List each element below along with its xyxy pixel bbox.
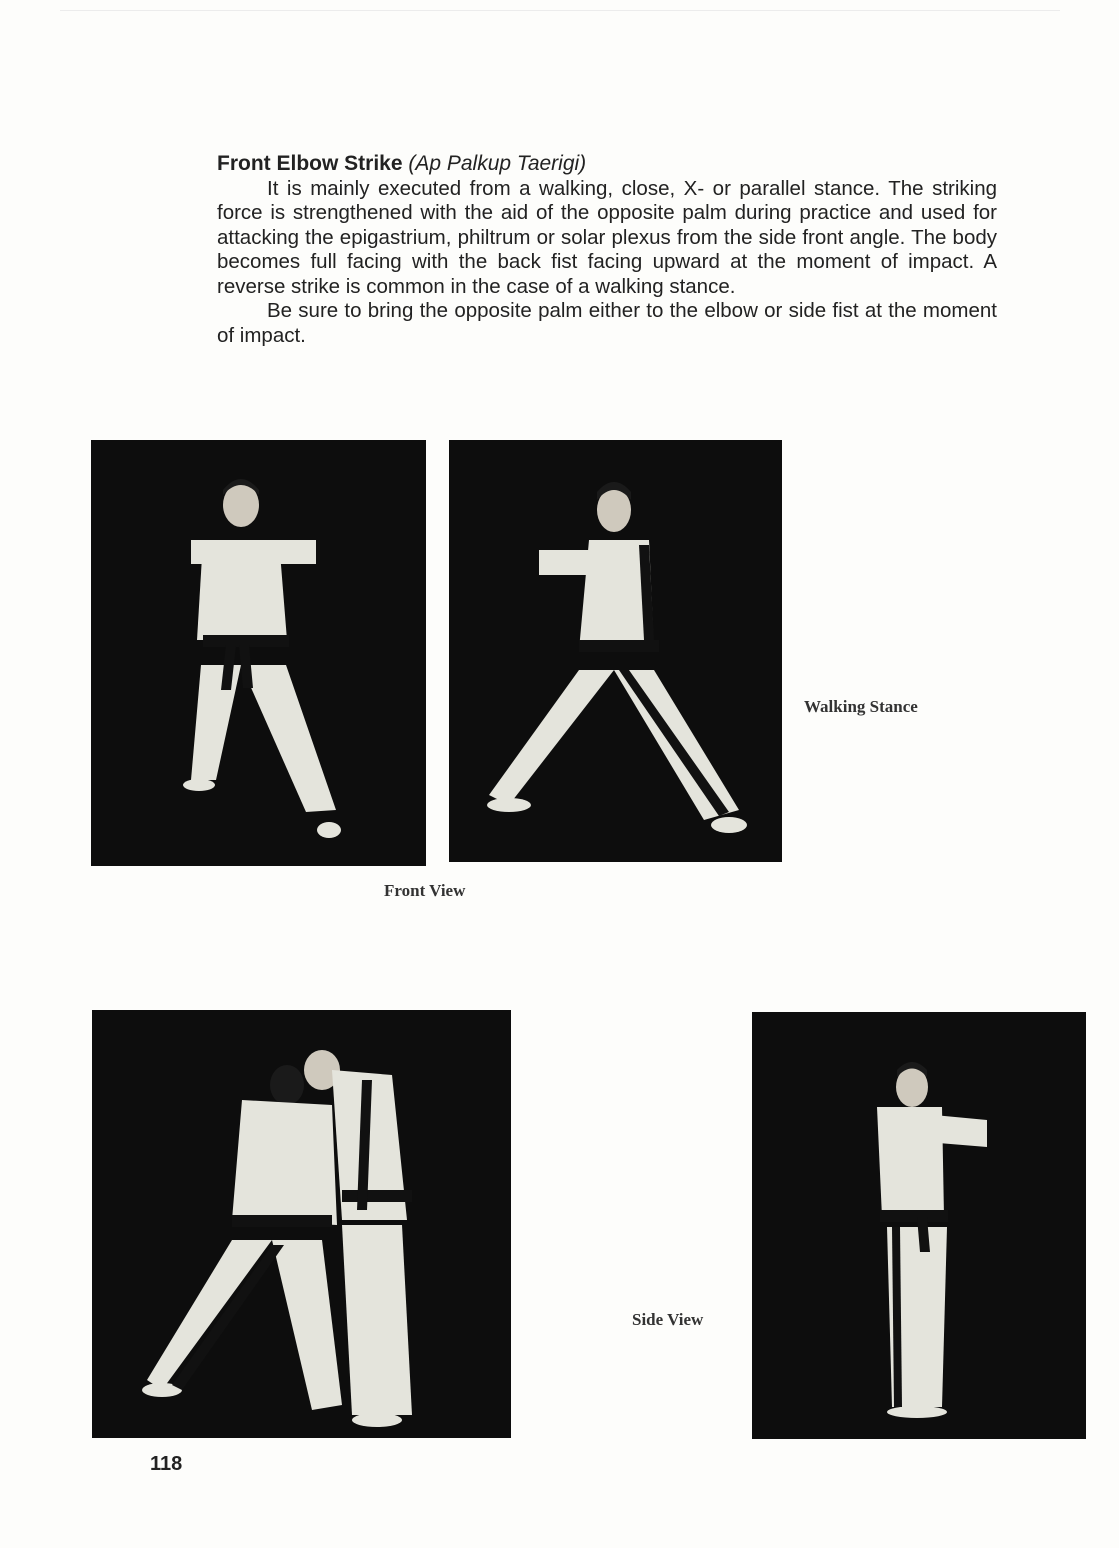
page-number: 118 xyxy=(150,1453,183,1475)
photo-front-facing xyxy=(91,440,426,866)
photo-walking-stance xyxy=(449,440,782,862)
caption-front-view: Front View xyxy=(384,881,466,900)
heading-title: Front Elbow Strike xyxy=(217,152,403,175)
section-heading xyxy=(217,152,997,177)
heading-subtitle: (Ap Palkup Taerigi) xyxy=(408,152,587,175)
photo-elbow-strike-pair xyxy=(92,1010,511,1438)
scan-edge-line xyxy=(60,10,1060,11)
photo-side-view xyxy=(752,1012,1086,1439)
text-block xyxy=(217,152,997,348)
paragraph-1: It is mainly executed from a walking, close, X- or parallel stance. The striking force is strengthened with the aid of the opposite palm during practice and used for attacking the epigastrium, philtrum or solar plexus from the side front angle. The body becomes full facing with the back fist facing upward at the moment of impact. A reverse strike is common in the case of a walking stance. xyxy=(217,176,997,298)
paragraph-2: Be sure to bring the opposite palm either to the elbow or side fist at the moment of impact. xyxy=(217,299,997,347)
caption-walking-stance: Walking Stance xyxy=(804,697,918,716)
caption-side-view: Side View xyxy=(632,1310,704,1329)
